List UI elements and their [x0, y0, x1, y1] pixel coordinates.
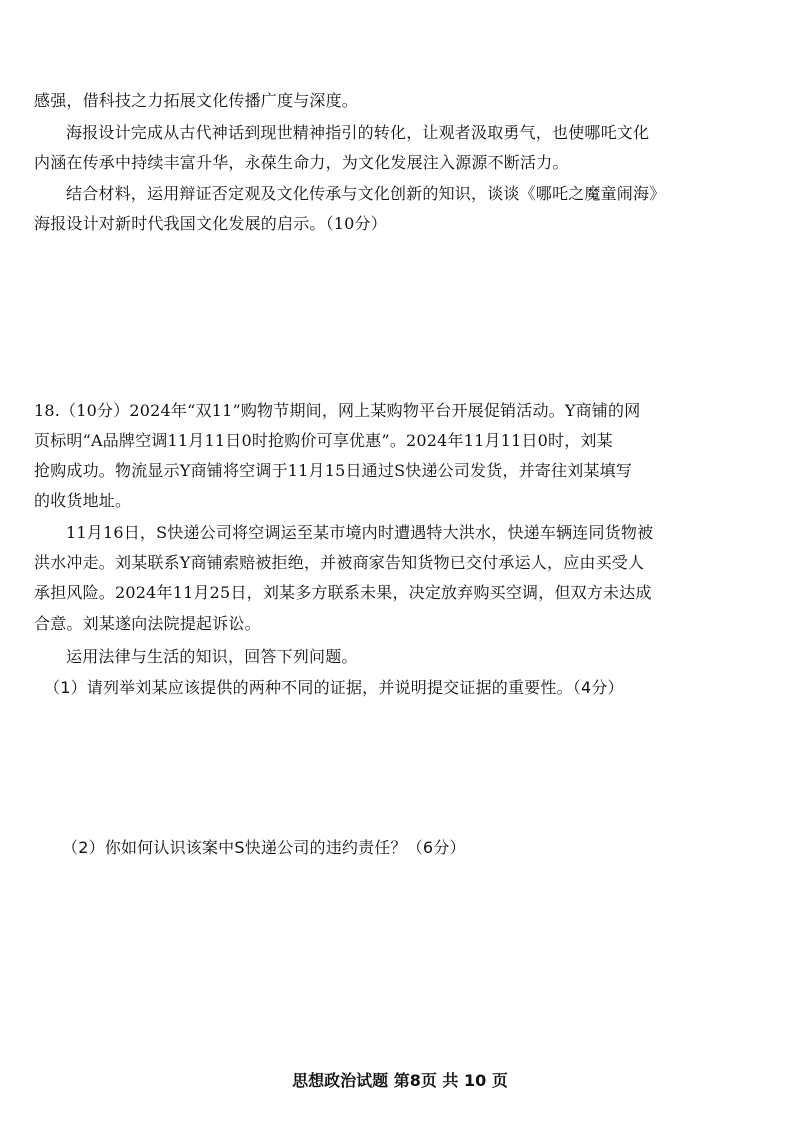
- q17-task-line1: 结合材料，运用辩证否定观及文化传承与文化创新的知识，谈谈《哪吒之魔童闹海》: [66, 184, 666, 203]
- q18-material-paragraph-line2: 洪水冲走。刘某联系Y商铺索赔被拒绝，并被商家告知货物已交付承运人，应由买受人: [34, 553, 645, 572]
- q18-instruction: 运用法律与生活的知识，回答下列问题。: [66, 647, 358, 666]
- q18-stem-line1: 18.（10分）2024年“双11”购物节期间，网上某购物平台开展促销活动。Y商铺的网: [34, 401, 641, 420]
- q18-stem-line2: 页标明“A品牌空调11月11日0时抢购价可享优惠”。2024年11月11日0时，刘某: [34, 431, 613, 450]
- q18-material-paragraph-line3: 承担风险。2024年11月25日，刘某多方联系未果，决定放弃购买空调，但双方未达成: [34, 583, 652, 602]
- q18-material-paragraph-line4: 合意。刘某遂向法院提起诉讼。: [34, 614, 261, 633]
- q18-stem-line4: 的收货地址。: [34, 491, 132, 510]
- q18-stem-line3: 抢购成功。物流显示Y商铺将空调于11月15日通过S快递公司发货，并寄往刘某填写: [34, 461, 633, 480]
- q18-subquestion-1: （1）请列举刘某应该提供的两种不同的证据，并说明提交证据的重要性。（4分）: [44, 678, 624, 697]
- q18-subquestion-2: （2）你如何认识该案中S快递公司的违约责任？（6分）: [62, 838, 466, 857]
- q17-task-line2: 海报设计对新时代我国文化发展的启示。（10分）: [34, 214, 387, 233]
- q17-material-paragraph-line1: 海报设计完成从古代神话到现世精神指引的转化，让观者汲取勇气，也使哪吒文化: [66, 123, 650, 142]
- q18-material-paragraph-line1: 11月16日，S快递公司将空调运至某市境内时遭遇特大洪水，快递车辆连同货物被: [66, 523, 654, 542]
- q17-material-line: 感强，借科技之力拓展文化传播广度与深度。: [34, 91, 359, 110]
- q17-material-paragraph-line2: 内涵在传承中持续丰富升华，永葆生命力，为文化发展注入源源不断活力。: [34, 153, 569, 172]
- page-footer: 思想政治试题 第8页 共 10 页: [292, 1071, 508, 1090]
